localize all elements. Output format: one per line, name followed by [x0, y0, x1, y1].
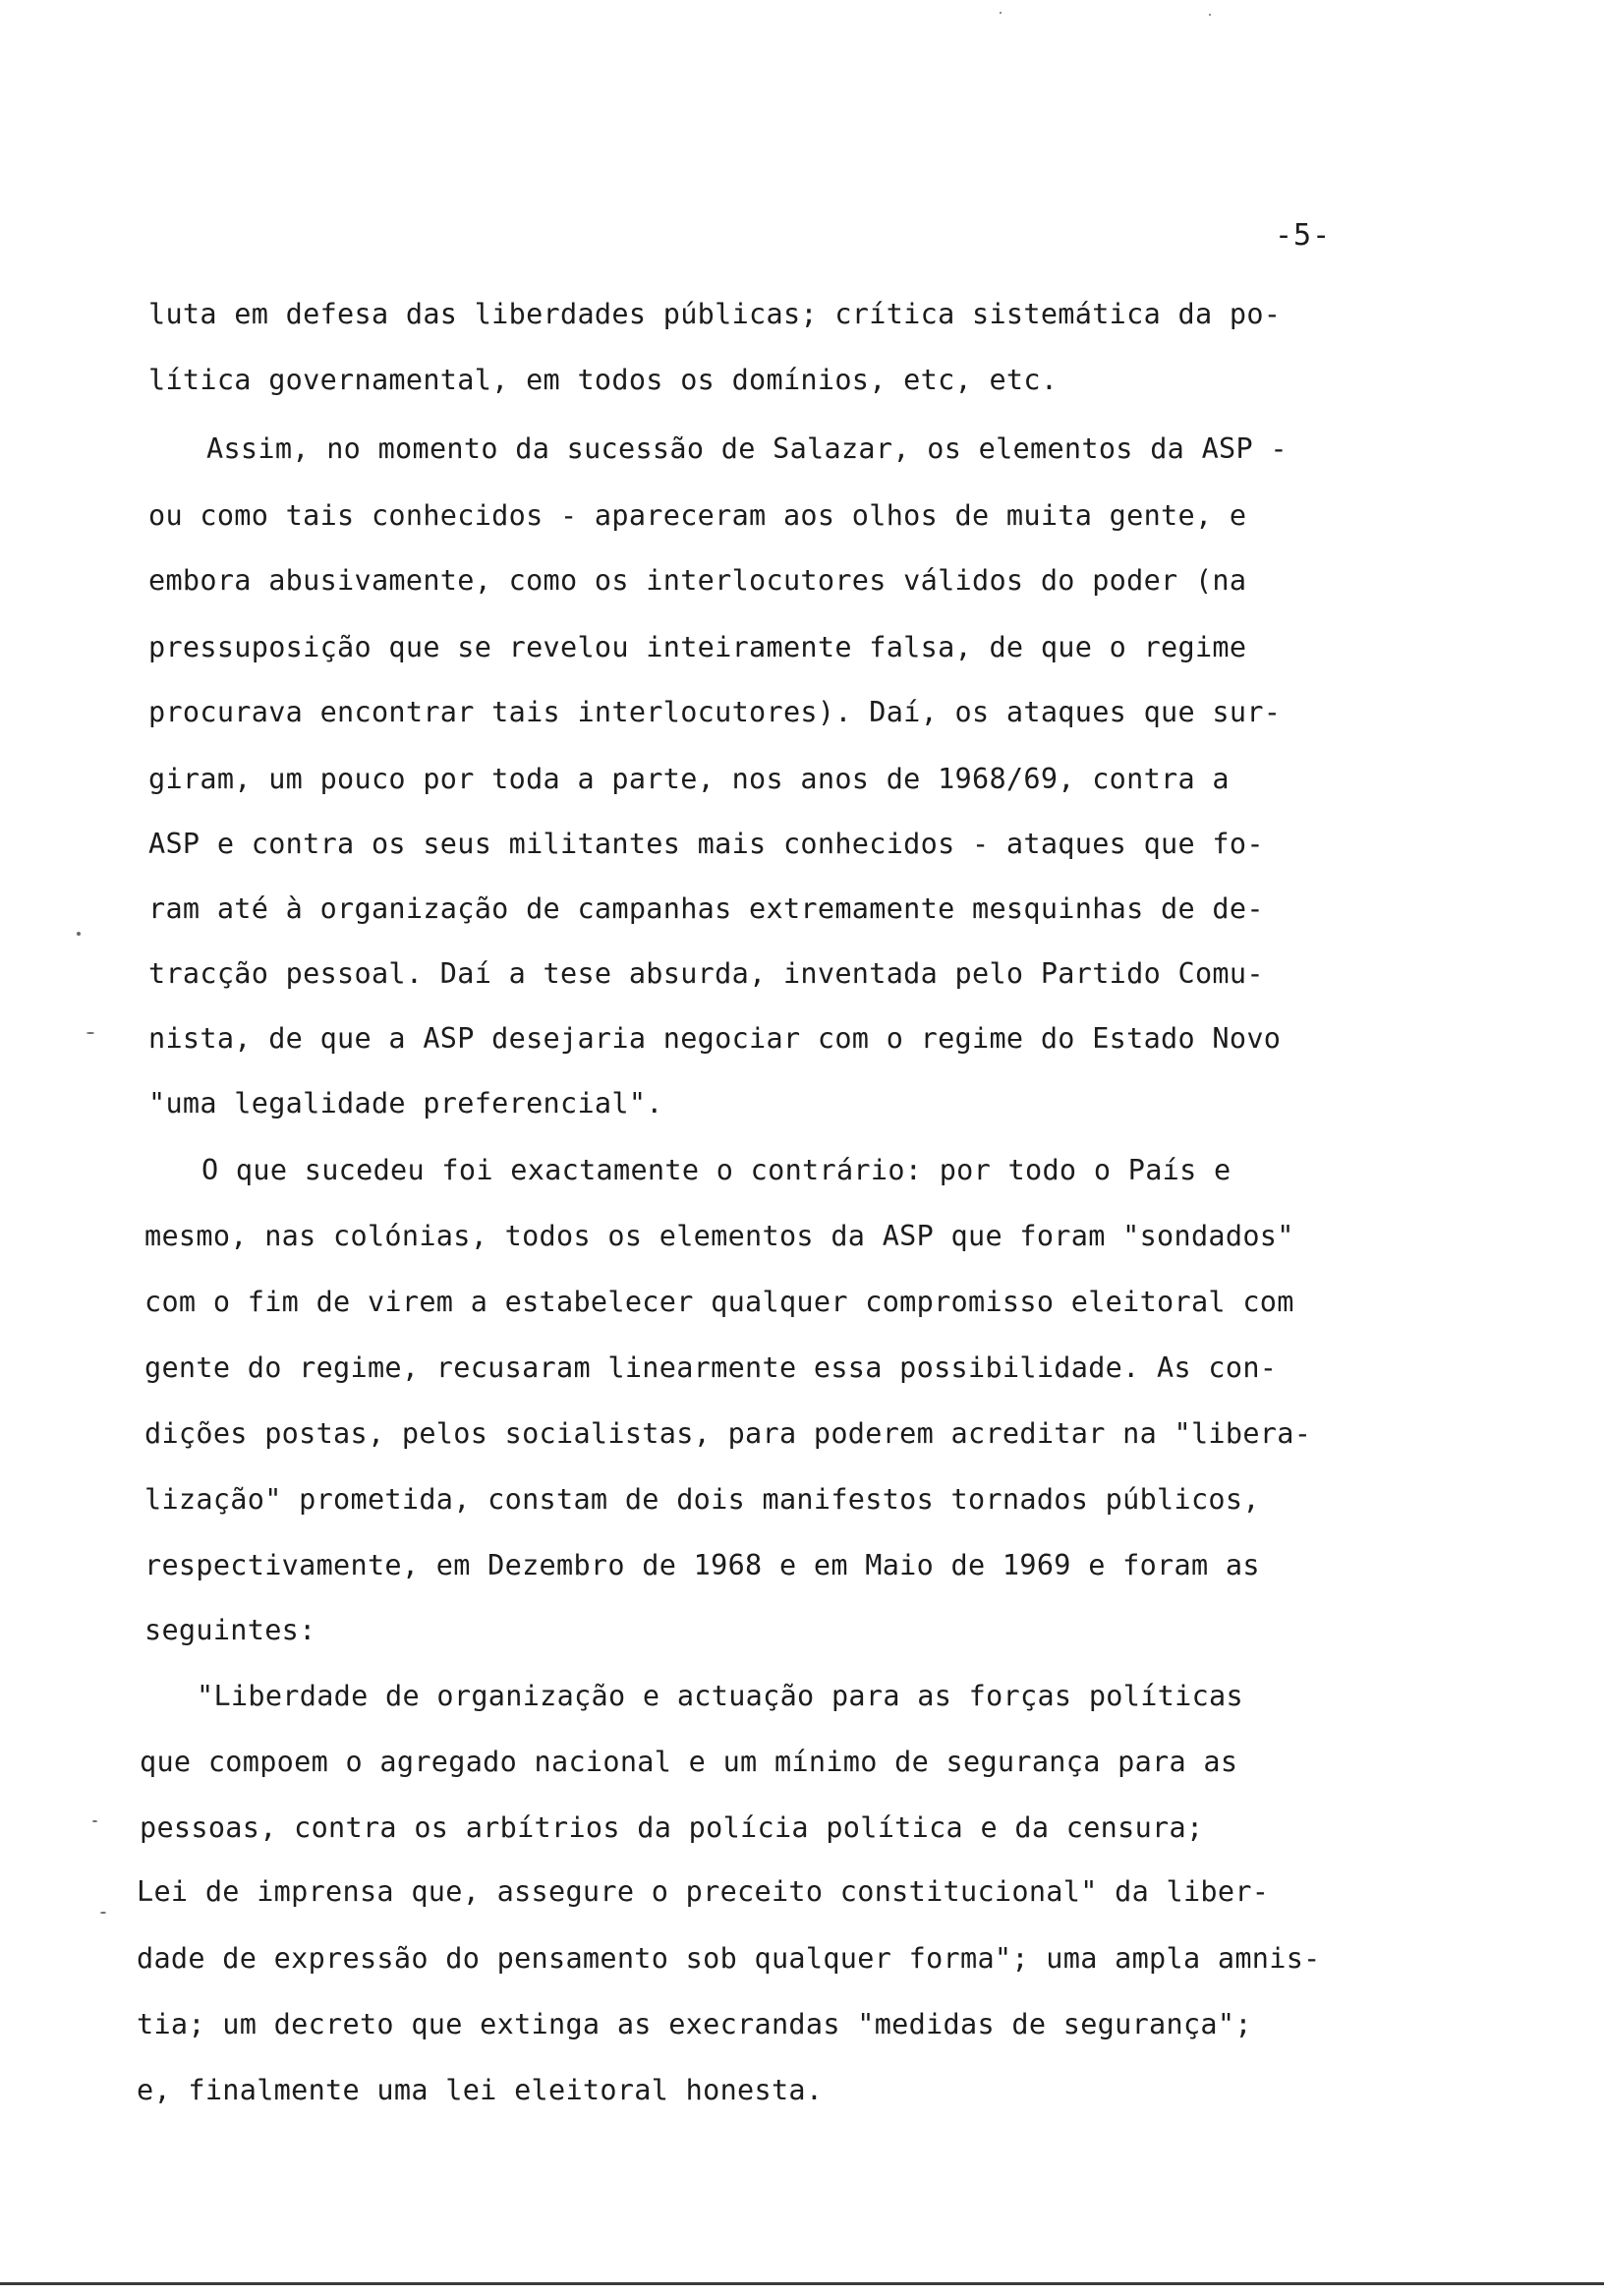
body-line: lização" prometida, constam de dois manifestos tornados públicos, [144, 1483, 1260, 1516]
quote-line: tia; um decreto que extinga as execrandas "medidas de segurança"; [137, 2008, 1252, 2040]
scan-speck [77, 932, 81, 936]
body-line: Assim, no momento da sucessão de Salazar, os elementos da ASP - [206, 432, 1288, 465]
body-line: ou como tais conhecidos - apareceram aos olhos de muita gente, e [148, 499, 1247, 532]
page-number: -5- [1275, 218, 1332, 253]
body-line: luta em defesa das liberdades públicas; crítica sistemática da po- [148, 298, 1282, 330]
quote-line: "Liberdade de organização e actuação para as forças políticas [197, 1680, 1243, 1712]
body-line: embora abusivamente, como os interlocutores válidos do poder (na [148, 564, 1247, 597]
quote-line: pessoas, contra os arbítrios da polícia política e da censura; [140, 1811, 1204, 1844]
quote-line: dade de expressão do pensamento sob qualquer forma"; uma ampla amnis- [137, 1942, 1321, 1975]
body-line: nista, de que a ASP desejaria negociar com o regime do Estado Novo [148, 1022, 1282, 1055]
scan-speck [1000, 12, 1002, 14]
body-line: O que sucedeu foi exactamente o contrário: por todo o País e [201, 1154, 1232, 1186]
body-line: tracção pessoal. Daí a tese absurda, inventada pelo Partido Comu- [148, 957, 1264, 990]
quote-line: Lei de imprensa que, assegure o preceito constitucional" da liber- [137, 1875, 1270, 1908]
body-line: "uma legalidade preferencial". [148, 1087, 663, 1119]
body-line: procurava encontrar tais interlocutores). Daí, os ataques que sur- [148, 696, 1282, 728]
body-line: mesmo, nas colónias, todos os elementos da ASP que foram "sondados" [144, 1220, 1294, 1252]
body-line: com o fim de virem a estabelecer qualquer compromisso eleitoral com [144, 1286, 1294, 1318]
quote-line: que compoem o agregado nacional e um mínimo de segurança para as [140, 1746, 1238, 1778]
bottom-rule [0, 2282, 1604, 2285]
body-line: ram até à organização de campanhas extremamente mesquinhas de de- [148, 892, 1264, 925]
body-line: seguintes: [144, 1614, 316, 1646]
body-line: gente do regime, recusaram linearmente essa possibilidade. As con- [144, 1351, 1278, 1384]
body-line: pressuposição que se revelou inteiramente falsa, de que o regime [148, 631, 1247, 663]
body-line: dições postas, pelos socialistas, para poderem acreditar na "libera- [144, 1417, 1312, 1450]
scan-speck [92, 1820, 97, 1822]
quote-line: e, finalmente uma lei eleitoral honesta. [137, 2074, 824, 2106]
body-line: lítica governamental, em todos os domínios, etc, etc. [148, 364, 1059, 396]
scan-speck [1209, 14, 1211, 16]
scan-speck [100, 1912, 106, 1914]
body-line: ASP e contra os seus militantes mais conhecidos - ataques que fo- [148, 828, 1264, 860]
scan-speck [86, 1032, 94, 1034]
body-line: giram, um pouco por toda a parte, nos anos de 1968/69, contra a [148, 763, 1230, 795]
body-line: respectivamente, em Dezembro de 1968 e em Maio de 1969 e foram as [144, 1549, 1260, 1581]
